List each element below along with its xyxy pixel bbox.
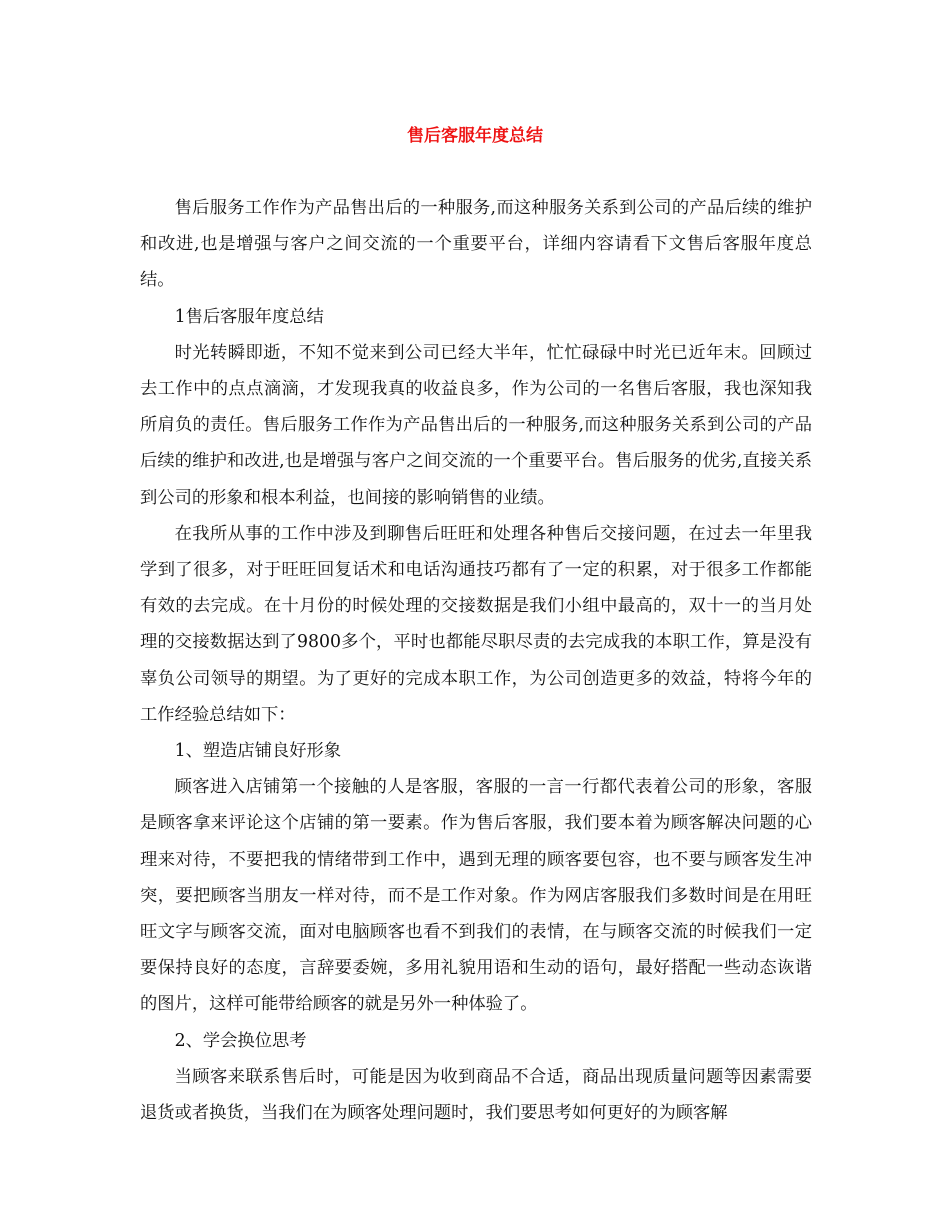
intro-paragraph: 售后服务工作作为产品售出后的一种服务,而这种服务关系到公司的产品后续的维护和改进,也是增强与客户之间交流的一个重要平台，详细内容请看下文售后客服年度总结。 <box>140 198 812 291</box>
document-title: 售后客服年度总结 <box>407 126 543 146</box>
section-heading-store-image: 1、塑造店铺良好形象 <box>174 741 342 762</box>
body-paragraph: 顾客进入店铺第一个接触的人是客服，客服的一言一行都代表着公司的形象，客服是顾客拿来评论这个店铺的第一要素。作为售后客服，我们要本着为顾客解决问题的心理来对待，不要把我的情绪带到工作中，遇到无理的顾客要包容，也不要与顾客发生冲突，要把顾客当朋友一样对待，而不是工作对象。作为网店客服我们多数时间是在用旺旺文字与顾客交流，面对电脑顾客也看不到我们的表情，在与顾客交流的时候我们一定要保持良好的态度，言辞要委婉，多用礼貌用语和生动的语句，最好搭配一些动态诙谐的图片，这样可能带给顾客的就是另外一种体验了。 <box>140 777 812 1015</box>
section-heading-summary: 1售后客服年度总结 <box>174 306 324 327</box>
body-paragraph: 在我所从事的工作中涉及到聊售后旺旺和处理各种售后交接问题，在过去一年里我学到了很多，对于旺旺回复话术和电话沟通技巧都有了一定的积累，对于很多工作都能有效的去完成。在十月份的时候处理的交接数据是我们小组中最高的，双十一的当月处理的交接数据达到了9800多个，平时也都能尽职尽责的去完成我的本职工作，算是没有辜负公司领导的期望。为了更好的完成本职工作，为公司创造更多的效益，特将今年的工作经验总结如下： <box>140 523 812 725</box>
document-body <box>140 190 812 1131</box>
body-paragraph: 时光转瞬即逝，不知不觉来到公司已经大半年，忙忙碌碌中时光已近年末。回顾过去工作中的点点滴滴，才发现我真的收益良多，作为公司的一名售后客服，我也深知我所肩负的责任。售后服务工作作为产品售出后的一种服务,而这种服务关系到公司的产品后续的维护和改进,也是增强与客户之间交流的一个重要平台。售后服务的优劣,直接关系到公司的形象和根本利益，也间接的影响销售的业绩。 <box>140 342 812 508</box>
body-paragraph: 当顾客来联系售后时，可能是因为收到商品不合适，商品出现质量问题等因素需要退货或者换货，当我们在为顾客处理问题时，我们要思考如何更好的为顾客解 <box>140 1066 812 1124</box>
section-heading-empathy: 2、学会换位思考 <box>174 1030 307 1051</box>
